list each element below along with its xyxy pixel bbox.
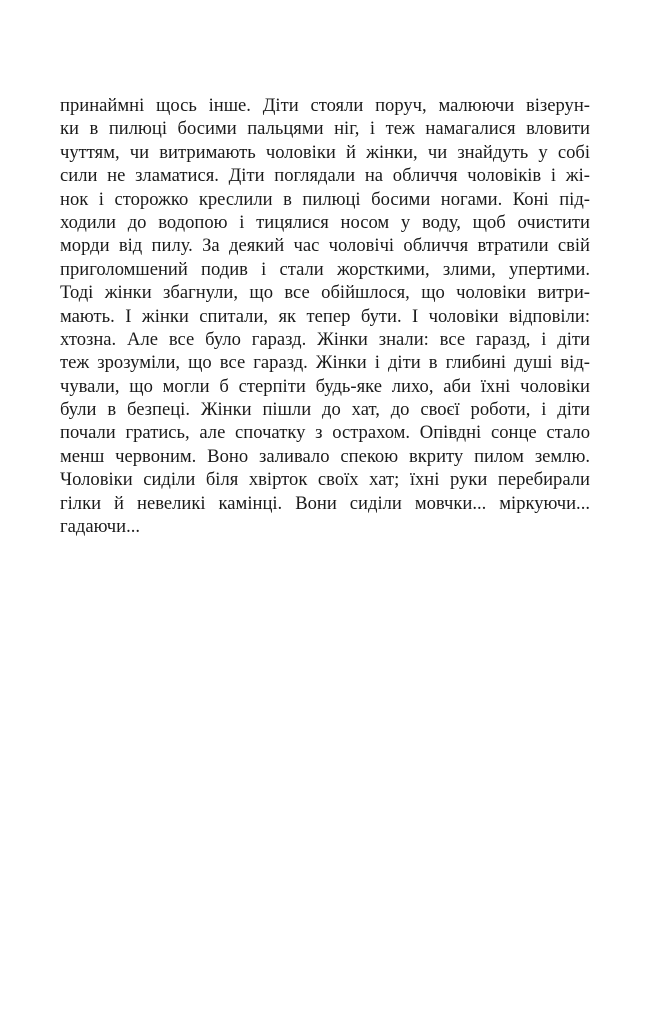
text-line: гадаючи... [60, 516, 141, 538]
body-text [60, 94, 590, 538]
text-line: мають. І жінки спитали, як тепер бути. І чоловіки відповіли: [60, 305, 590, 327]
text-line: теж зрозуміли, що все гаразд. Жінки і діти в глибині душі від- [60, 352, 590, 374]
text-line: чуттям, чи витримають чоловіки й жінки, чи знайдуть у собі [60, 141, 590, 163]
text-line: морди від пилу. За деякий час чоловічі обличчя втратили свій [60, 235, 590, 257]
text-line: Чоловіки сиділи біля хвірток своїх хат; їхні руки перебирали [60, 469, 590, 491]
text-line: Тоді жінки збагнули, що все обійшлося, що чоловіки витри- [60, 282, 590, 304]
text-line: нок і сторожко креслили в пилюці босими ногами. Коні під- [60, 188, 590, 210]
text-line: ходили до водопою і тицялися носом у воду, щоб очистити [60, 211, 590, 233]
text-line: хтозна. Але все було гаразд. Жінки знали: все гаразд, і діти [60, 328, 590, 350]
text-line: чували, що могли б стерпіти будь-яке лихо, аби їхні чоловіки [60, 375, 590, 397]
text-line: принаймні щось інше. Діти стояли поруч, малюючи візерун- [60, 95, 590, 116]
text-line: були в безпеці. Жінки пішли до хат, до своєї роботи, і діти [60, 399, 590, 421]
text-line: менш червоним. Воно заливало спекою вкриту пилом землю. [60, 445, 590, 467]
text-line: почали гратись, але спочатку з острахом. Опівдні сонце стало [60, 422, 590, 444]
text-line: ки в пилюці босими пальцями ніг, і теж намагалися вловити [60, 118, 590, 140]
text-line: гілки й невеликі камінці. Вони сиділи мовчки... міркуючи... [60, 492, 590, 514]
text-line: сили не зламатися. Діти поглядали на обличчя чоловіків і жі- [60, 165, 590, 187]
text-line: приголомшений подив і стали жорсткими, злими, упертими. [60, 258, 590, 280]
